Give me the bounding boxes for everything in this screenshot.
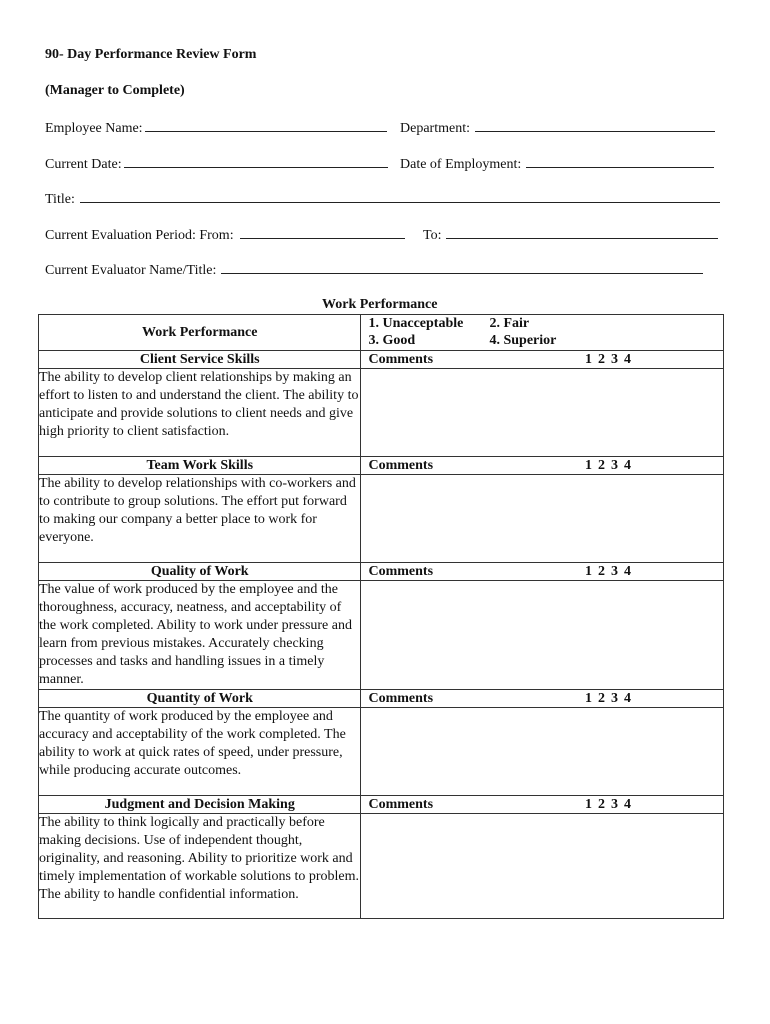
department-label: Department: (400, 121, 470, 136)
scale-4[interactable]: 4 (624, 797, 631, 812)
table-header-row (39, 315, 724, 351)
date-of-employment-line[interactable] (526, 155, 714, 168)
scale-1[interactable]: 1 (585, 564, 592, 579)
evaluator-line[interactable] (221, 261, 703, 274)
section-title: Quantity of Work (39, 690, 361, 708)
section-header-row (39, 690, 724, 708)
department-field[interactable] (400, 119, 715, 137)
date-of-employment-field[interactable] (400, 155, 714, 173)
scale-3[interactable]: 3 (611, 352, 618, 367)
employee-name-line[interactable] (145, 119, 387, 132)
rating-3: 3. Good (368, 333, 416, 348)
rating-legend (361, 315, 724, 351)
scale-2[interactable]: 2 (598, 797, 605, 812)
comments-box[interactable] (361, 814, 724, 919)
employee-name-label: Employee Name: (45, 121, 143, 136)
section-rating-header (361, 796, 724, 814)
section-description: The ability to develop relationships with co-workers and to contribute to group solutions. The effort put forward to making our company a better place to work for everyone. (39, 475, 361, 563)
section-title: Client Service Skills (39, 351, 361, 369)
eval-period-from-line[interactable] (240, 226, 405, 239)
section-body-row (39, 475, 724, 563)
form-title: 90- Day Performance Review Form (45, 47, 257, 62)
scale-3[interactable]: 3 (611, 564, 618, 579)
scale-2[interactable]: 2 (598, 564, 605, 579)
section-header-row (39, 457, 724, 475)
scale-1[interactable]: 1 (585, 797, 592, 812)
employee-name-field[interactable] (45, 119, 387, 137)
rating-1: 1. Unacceptable (368, 316, 464, 331)
section-title: Quality of Work (39, 563, 361, 581)
section-body-row (39, 369, 724, 457)
comments-box[interactable] (361, 581, 724, 690)
eval-period-to-field[interactable] (423, 226, 718, 244)
scale-4[interactable]: 4 (624, 691, 631, 706)
scale-4[interactable]: 4 (624, 458, 631, 473)
rating-4: 4. Superior (489, 333, 557, 348)
form-subtitle: (Manager to Complete) (45, 83, 185, 98)
section-description: The value of work produced by the employee and the thoroughness, accuracy, neatness, and acceptability of the work completed. Ability to work under pressure and learn from previous mistakes. Accurately checking processes and tasks and handling issues in a timely manner. (39, 581, 361, 690)
rating-2: 2. Fair (489, 316, 530, 331)
comments-label: Comments (368, 458, 434, 473)
table-header-left: Work Performance (39, 315, 361, 351)
eval-period-from-label: Current Evaluation Period: From: (45, 228, 234, 243)
section-title: Judgment and Decision Making (39, 796, 361, 814)
comments-box[interactable] (361, 475, 724, 563)
section-rating-header (361, 690, 724, 708)
section-description: The ability to think logically and practically before making decisions. Use of independent thought, originality, and reasoning. Ability to prioritize work and timely implementation of workable solutions to problem. The ability to handle confidential information. (39, 814, 361, 919)
section-header-row (39, 796, 724, 814)
section-header-row (39, 351, 724, 369)
comments-box[interactable] (361, 369, 724, 457)
table-caption: Work Performance (322, 297, 438, 312)
current-date-label: Current Date: (45, 157, 122, 172)
scale-1[interactable]: 1 (585, 352, 592, 367)
rating-scale[interactable] (579, 457, 631, 474)
section-rating-header (361, 563, 724, 581)
date-of-employment-label: Date of Employment: (400, 157, 522, 172)
comments-label: Comments (368, 691, 434, 706)
scale-4[interactable]: 4 (624, 564, 631, 579)
comments-label: Comments (368, 564, 434, 579)
title-label: Title: (45, 192, 75, 207)
scale-3[interactable]: 3 (611, 797, 618, 812)
section-description: The ability to develop client relationships by making an effort to listen to and understand the client. The ability to anticipate and provide solutions to client needs and give high priority to client satisfaction. (39, 369, 361, 457)
rating-scale[interactable] (579, 796, 631, 813)
section-title: Team Work Skills (39, 457, 361, 475)
evaluator-label: Current Evaluator Name/Title: (45, 263, 217, 278)
eval-period-from-field[interactable] (45, 226, 405, 244)
title-field[interactable] (45, 190, 720, 208)
performance-table (38, 314, 724, 919)
scale-2[interactable]: 2 (598, 691, 605, 706)
scale-3[interactable]: 3 (611, 691, 618, 706)
eval-period-to-line[interactable] (446, 226, 718, 239)
scale-2[interactable]: 2 (598, 352, 605, 367)
section-rating-header (361, 351, 724, 369)
scale-2[interactable]: 2 (598, 458, 605, 473)
department-line[interactable] (475, 119, 715, 132)
rating-scale[interactable] (579, 351, 631, 368)
section-rating-header (361, 457, 724, 475)
current-date-field[interactable] (45, 155, 388, 173)
eval-period-to-label: To: (423, 228, 442, 243)
scale-4[interactable]: 4 (624, 352, 631, 367)
title-line[interactable] (80, 190, 720, 203)
section-body-row (39, 581, 724, 690)
scale-1[interactable]: 1 (585, 458, 592, 473)
evaluator-field[interactable] (45, 261, 703, 279)
section-description: The quantity of work produced by the employee and accuracy and acceptability of the work completed. The ability to work at quick rates of speed, under pressure, while producing accurate outcomes. (39, 708, 361, 796)
current-date-line[interactable] (124, 155, 388, 168)
scale-3[interactable]: 3 (611, 458, 618, 473)
section-body-row (39, 708, 724, 796)
comments-box[interactable] (361, 708, 724, 796)
section-header-row (39, 563, 724, 581)
rating-scale[interactable] (579, 563, 631, 580)
comments-label: Comments (368, 352, 434, 367)
scale-1[interactable]: 1 (585, 691, 592, 706)
section-body-row (39, 814, 724, 919)
rating-scale[interactable] (579, 690, 631, 707)
comments-label: Comments (368, 797, 434, 812)
